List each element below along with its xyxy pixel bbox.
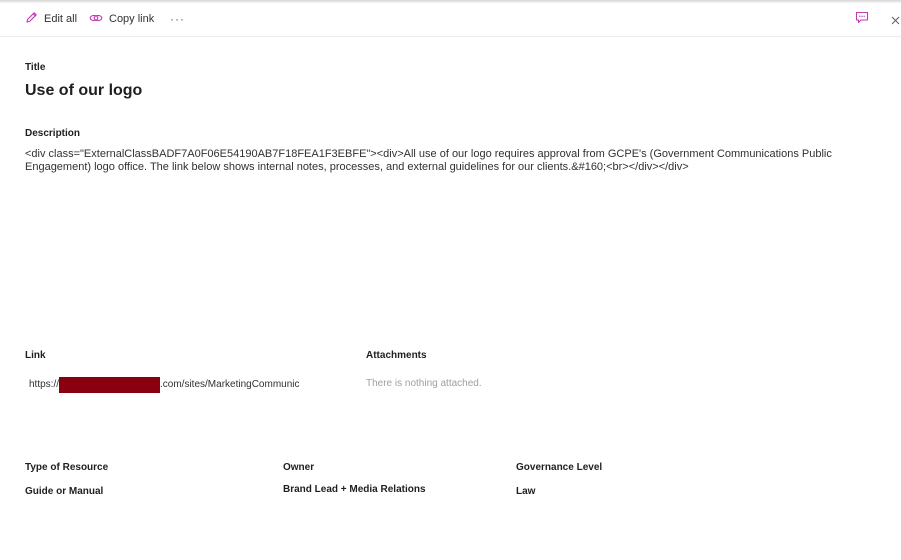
more-options-button[interactable]: ··· [170, 12, 185, 26]
comment-icon[interactable] [855, 11, 869, 29]
link-label: Link [25, 350, 46, 361]
type-of-resource-label: Type of Resource [25, 462, 109, 473]
command-bar [0, 0, 901, 37]
link-value[interactable] [29, 377, 319, 393]
attachments-empty-message: There is nothing attached. [366, 378, 482, 389]
governance-level-label: Governance Level [516, 462, 603, 473]
close-icon[interactable] [891, 12, 900, 30]
owner-label: Owner [283, 462, 315, 473]
copy-link-button[interactable] [89, 10, 154, 28]
redacted-domain [59, 377, 160, 393]
owner-value: Brand Lead + Media Relations [283, 484, 426, 495]
link-icon [89, 13, 109, 26]
edit-all-button[interactable] [25, 10, 77, 28]
title-label: Title [25, 62, 46, 73]
page-title: Use of our logo [25, 82, 143, 99]
attachments-label: Attachments [366, 350, 427, 361]
description-label: Description [25, 128, 81, 139]
link-prefix: https:// [29, 379, 60, 390]
pencil-icon [25, 11, 44, 27]
governance-level-value: Law [516, 486, 536, 497]
link-suffix: .com/sites/MarketingCommunic [160, 379, 300, 390]
edit-all-label: Edit all [44, 13, 78, 25]
description-value: <div class="ExternalClassBADF7A0F06E54190AB7F18FEA1F3EBFE"><div>All use of our logo requires approval from GCPE's (Government Communications Public Engagement) logo office. The link below shows internal notes, processes, and external guidelines for our clients.&#160;<br></div></div> [25, 148, 832, 173]
copy-link-label: Copy link [109, 13, 155, 25]
type-of-resource-value: Guide or Manual [25, 486, 104, 497]
